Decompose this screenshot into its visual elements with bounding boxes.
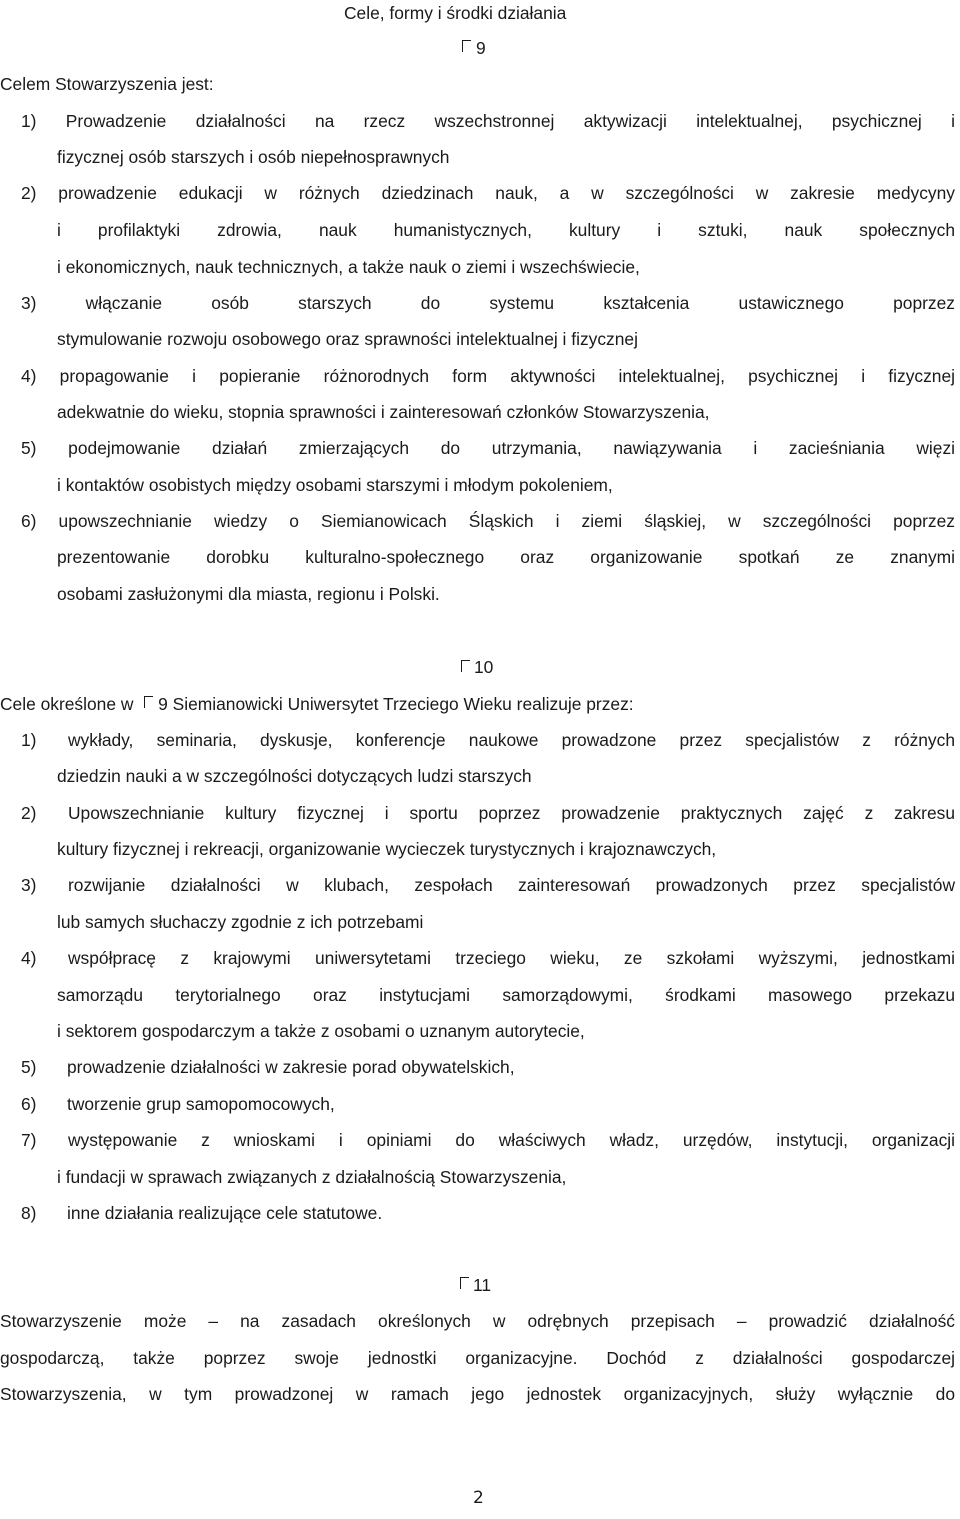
list-item-line: samorządu terytorialnego oraz instytucjami samorządowymi, środkami masowego przekazu	[57, 985, 955, 1005]
list-item-line: prowadzenie działalności w zakresie porad obywatelskich,	[67, 1057, 515, 1077]
section-number-11: 11	[473, 1275, 492, 1295]
section-sign-11	[460, 1277, 469, 1289]
section-10-intro	[0, 693, 634, 715]
list-item-line: współpracę z krajowymi uniwersytetami trzeciego wieku, ze szkołami wyższymi, jednostkami	[68, 948, 955, 968]
list-item-line: wykłady, seminaria, dyskusje, konferencje naukowe prowadzone przez specjalistów z różnych	[68, 730, 955, 750]
list-item-line: i sektorem gospodarczym a także z osobami o uznanym autorytecie,	[57, 1021, 585, 1041]
list-item-line: stymulowanie rozwoju osobowego oraz sprawności intelektualnej i fizycznej	[57, 329, 638, 349]
list-item-number: 4)	[21, 948, 37, 968]
intro-text: Cele określone w	[0, 694, 134, 714]
list-item-line: kultury fizycznej i rekreacji, organizowanie wycieczek turystycznych i krajoznawczych,	[57, 839, 717, 859]
list-item-line: i profilaktyki zdrowia, nauk humanistycznych, kultury i sztuki, nauk społecznych	[57, 220, 955, 240]
paragraph-line: Stowarzyszenie może – na zasadach określonych w odrębnych przepisach – prowadzić działalność	[0, 1311, 955, 1331]
list-item-number: 5)	[21, 1057, 37, 1077]
list-item-number: 1)	[21, 730, 37, 750]
list-item-number: 8)	[21, 1203, 37, 1223]
intro-ref-number: 9	[158, 694, 168, 714]
list-item-line: adekwatnie do wieku, stopnia sprawności i zainteresowań członków Stowarzyszenia,	[57, 402, 710, 422]
list-item-line: osobami zasłużonymi dla miasta, regionu i Polski.	[57, 584, 440, 604]
page-title: Cele, formy i środki działania	[344, 3, 567, 23]
list-item-line: lub samych słuchaczy zgodnie z ich potrzebami	[57, 912, 424, 932]
list-item-line: i ekonomicznych, nauk technicznych, a także nauk o ziemi i wszechświecie,	[57, 257, 640, 277]
section-sign-9	[462, 40, 471, 52]
list-item-line: 1) Prowadzenie działalności na rzecz wszechstronnej aktywizacji intelektualnej, psychicznej i	[21, 111, 955, 131]
list-item-line: 6) upowszechnianie wiedzy o Siemianowicach Śląskich i ziemi śląskiej, w szczególności poprzez	[21, 511, 955, 531]
list-item-number: 3)	[21, 875, 37, 895]
section-number-10: 10	[474, 657, 494, 677]
paragraph-line: Stowarzyszenia, w tym prowadzonej w ramach jego jednostek organizacyjnych, służy wyłącznie do	[0, 1384, 955, 1404]
page-number: 2	[473, 1488, 484, 1508]
list-item-line: Upowszechnianie kultury fizycznej i sportu poprzez prowadzenie praktycznych zajęć z zakresu	[68, 803, 955, 823]
section-number-9: 9	[476, 38, 486, 58]
list-item-line: 3) włączanie osób starszych do systemu kształcenia ustawicznego poprzez	[21, 293, 955, 313]
section-sign-10	[461, 660, 470, 672]
list-item-line: 5) podejmowanie działań zmierzających do utrzymania, nawiązywania i zacieśniania więzi	[21, 438, 955, 458]
list-item-line: i fundacji w sprawach związanych z działalnością Stowarzyszenia,	[57, 1167, 567, 1187]
list-item-line: 2) prowadzenie edukacji w różnych dziedzinach nauk, a w szczególności w zakresie medycyny	[21, 183, 955, 203]
section-9-intro: Celem Stowarzyszenia jest:	[0, 74, 214, 94]
list-item-number: 7)	[21, 1130, 37, 1150]
list-item-line: rozwijanie działalności w klubach, zespołach zainteresowań prowadzonych przez specjalistów	[68, 875, 955, 895]
list-item-line: prezentowanie dorobku kulturalno-społecznego oraz organizowanie spotkań ze znanymi	[57, 547, 955, 567]
list-item-line: tworzenie grup samopomocowych,	[67, 1094, 335, 1114]
list-item-line: fizycznej osób starszych i osób niepełnosprawnych	[57, 147, 450, 167]
list-item-line: dziedzin nauki a w szczególności dotyczących ludzi starszych	[57, 766, 532, 786]
list-item-number: 6)	[21, 1094, 37, 1114]
paragraph-line: gospodarczą, także poprzez swoje jednostki organizacyjne. Dochód z działalności gospodarczej	[0, 1348, 955, 1368]
intro-text: Siemianowicki Uniwersytet Trzeciego Wieku realizuje przez:	[172, 694, 634, 714]
section-sign-ref	[144, 696, 153, 708]
list-item-line: 4) propagowanie i popieranie różnorodnych form aktywności intelektualnej, psychicznej i fizycznej	[21, 366, 955, 386]
list-item-line: występowanie z wnioskami i opiniami do właściwych władz, urzędów, instytucji, organizacji	[68, 1130, 955, 1150]
list-item-line: inne działania realizujące cele statutowe.	[67, 1203, 383, 1223]
list-item-number: 2)	[21, 803, 37, 823]
list-item-line: i kontaktów osobistych między osobami starszymi i młodym pokoleniem,	[57, 475, 613, 495]
